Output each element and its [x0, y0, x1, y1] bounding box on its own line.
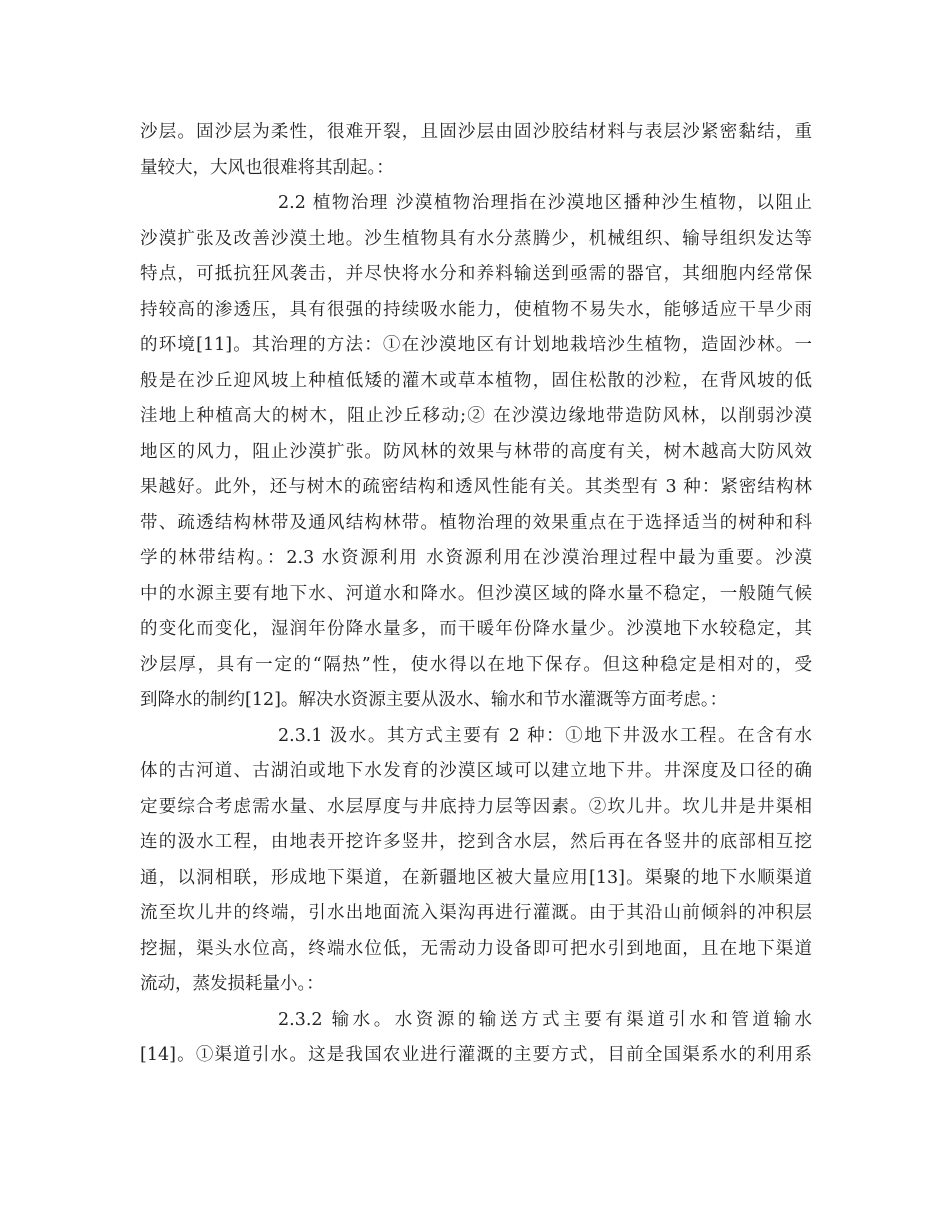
text-line: [14]。①渠道引水。这是我国农业进行灌溉的主要方式，目前全国渠系水的利用系	[140, 1045, 812, 1065]
text-line: 带、疏透结构林带及通风结构林带。植物治理的效果重点在于选择适当的树种和科	[140, 512, 812, 533]
text-line: 流至坎儿井的终端，引水出地面流入渠沟再进行灌溉。由于其沿山前倾斜的冲积层	[140, 903, 812, 923]
section-heading-line: 2.3.1 汲水。其方式主要有 2 种：①地下井汲水工程。在含有水	[278, 725, 812, 746]
text-line: 流动，蒸发损耗量小。：	[140, 974, 324, 994]
text-line: 的环境[11]。其治理的方法：①在沙漠地区有计划地栽培沙生植物，造固沙林。一	[140, 335, 812, 355]
text-line: 般是在沙丘迎风坡上种植低矮的灌木或草本植物，固住松散的沙粒，在背风坡的低	[140, 370, 812, 391]
text-line: 到降水的制约[12]。解决水资源主要从汲水、输水和节水灌溉等方面考虑。：	[140, 690, 728, 710]
text-line: 通，以洞相联，形成地下渠道，在新疆地区被大量应用[13]。渠聚的地下水顺渠道	[140, 867, 812, 888]
text-line: 的变化而变化，湿润年份降水量多，而干暖年份降水量少。沙漠地下水较稳定，其	[140, 619, 812, 639]
section-heading-line: 2.2 植物治理 沙漠植物治理指在沙漠地区播种沙生植物，以阻止	[278, 193, 812, 213]
text-line: 量较大，大风也很难将其刮起。：	[140, 157, 394, 178]
text-line: 体的古河道、古湖泊或地下水发育的沙漠区域可以建立地下井。井深度及口径的确	[140, 761, 812, 781]
text-line: 连的汲水工程，由地表开挖许多竖井，挖到含水层，然后再在各竖井的底部相互挖	[140, 832, 812, 852]
text-line: 洼地上种植高大的树木，阻止沙丘移动;② 在沙漠边缘地带造防风林，以削弱沙漠	[140, 406, 812, 426]
text-line: 地区的风力，阻止沙漠扩张。防风林的效果与林带的高度有关，树木越高大防风效	[140, 441, 812, 462]
document-body	[140, 115, 812, 1074]
text-line: 持较高的渗透压，具有很强的持续吸水能力，使植物不易失水，能够适应干旱少雨	[140, 299, 812, 320]
text-line: 特点，可抵抗狂风袭击，并尽快将水分和养料输送到亟需的器官，其细胞内经常保	[140, 264, 812, 284]
text-line: 沙层。固沙层为柔性，很难开裂，且固沙层由固沙胶结材料与表层沙紧密黏结，重	[140, 122, 812, 142]
text-line: 定要综合考虑需水量、水层厚度与井底持力层等因素。②坎儿井。坎儿井是井渠相	[140, 796, 812, 817]
text-line: 果越好。此外，还与树木的疏密结构和透风性能有关。其类型有 3 种：紧密结构林	[140, 477, 812, 497]
section-heading-line: 2.3.2 输水。水资源的输送方式主要有渠道引水和管道输水	[278, 1009, 812, 1030]
text-line: 沙层厚，具有一定的“隔热”性，使水得以在地下保存。但这种稳定是相对的，受	[140, 654, 812, 675]
text-line: 挖掘，渠头水位高，终端水位低，无需动力设备即可把水引到地面，且在地下渠道	[140, 938, 812, 959]
text-line: 沙漠扩张及改善沙漠土地。沙生植物具有水分蒸腾少，机械组织、输导组织发达等	[140, 228, 812, 249]
text-line: 学的林带结构。：2.3 水资源利用 水资源利用在沙漠治理过程中最为重要。沙漠	[140, 548, 812, 568]
text-line: 中的水源主要有地下水、河道水和降水。但沙漠区域的降水量不稳定，一般随气候	[140, 583, 812, 604]
